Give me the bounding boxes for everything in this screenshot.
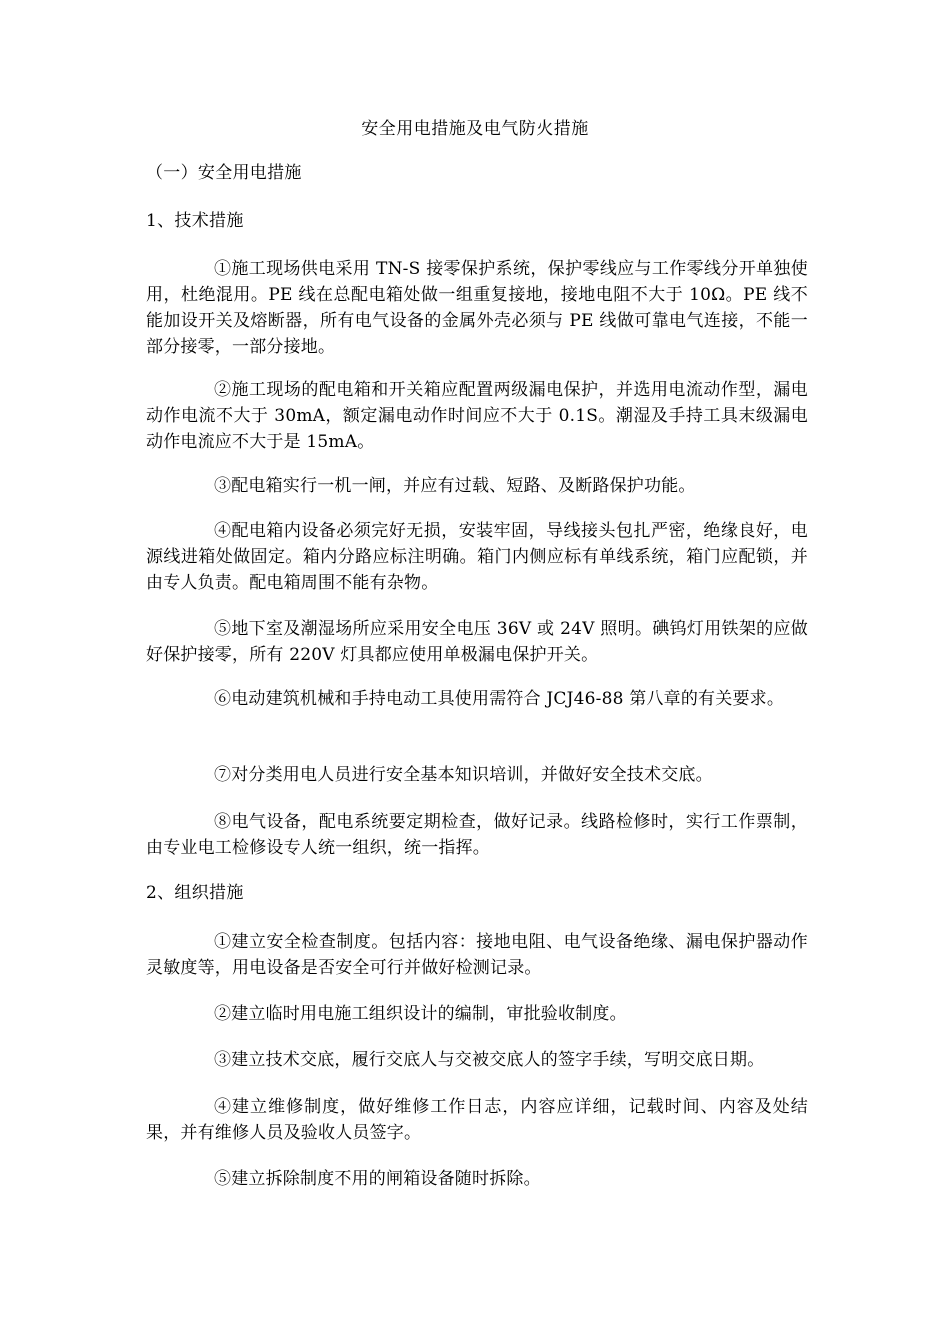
technical-item-1: ①施工现场供电采用 TN-S 接零保护系统，保护零线应与工作零线分开单独使用，杜绝混用。PE 线在总配电箱处做一组重复接地，接地电阻不大于 10Ω。PE 线不能加设开关及熔断器，所有电气设备的金属外壳必须与 PE 线做可靠电气连接，不能一部分接零，一部分接地。 xyxy=(146,259,808,357)
technical-item-7: ⑦对分类用电人员进行安全基本知识培训，并做好安全技术交底。 xyxy=(214,765,713,785)
organizational-item-4: ④建立维修制度，做好维修工作日志，内容应详细，记载时间、内容及处结果，并有维修人员及验收人员签字。 xyxy=(146,1097,808,1143)
technical-item-6: ⑥电动建筑机械和手持电动工具使用需符合 JCJ46-88 第八章的有关要求。 xyxy=(214,689,785,709)
subsection-heading-organizational: 2、组织措施 xyxy=(146,883,244,903)
section-heading: （一）安全用电措施 xyxy=(146,163,302,183)
organizational-item-1: ①建立安全检查制度。包括内容：接地电阻、电气设备绝缘、漏电保护器动作灵敏度等，用电设备是否安全可行并做好检测记录。 xyxy=(146,932,808,978)
organizational-item-2: ②建立临时用电施工组织设计的编制，审批验收制度。 xyxy=(214,1004,627,1024)
organizational-item-3: ③建立技术交底，履行交底人与交被交底人的签字手续，写明交底日期。 xyxy=(214,1050,765,1070)
subsection-heading-technical: 1、技术措施 xyxy=(146,211,244,231)
technical-item-4: ④配电箱内设备必须完好无损，安装牢固，导线接头包扎严密，绝缘良好，电源线进箱处做固定。箱内分路应标注明确。箱门内侧应标有单线系统，箱门应配锁，并由专人负责。配电箱周围不能有杂物。 xyxy=(146,521,808,593)
page-title: 安全用电措施及电气防火措施 xyxy=(361,119,589,139)
technical-item-5: ⑤地下室及潮湿场所应采用安全电压 36V 或 24V 照明。碘钨灯用铁架的应做好保护接零，所有 220V 灯具都应使用单极漏电保护开关。 xyxy=(146,619,808,665)
technical-item-3: ③配电箱实行一机一闸，并应有过载、短路、及断路保护功能。 xyxy=(214,476,696,496)
technical-item-8: ⑧电气设备，配电系统要定期检查，做好记录。线路检修时，实行工作票制，由专业电工检修设专人统一组织，统一指挥。 xyxy=(146,812,808,858)
organizational-item-5: ⑤建立拆除制度不用的闸箱设备随时拆除。 xyxy=(214,1169,541,1189)
technical-item-2: ②施工现场的配电箱和开关箱应配置两级漏电保护，并选用电流动作型，漏电动作电流不大于 30mA，额定漏电动作时间应不大于 0.1S。潮湿及手持工具末级漏电动作电流应不大于是 15mA。 xyxy=(146,380,808,452)
